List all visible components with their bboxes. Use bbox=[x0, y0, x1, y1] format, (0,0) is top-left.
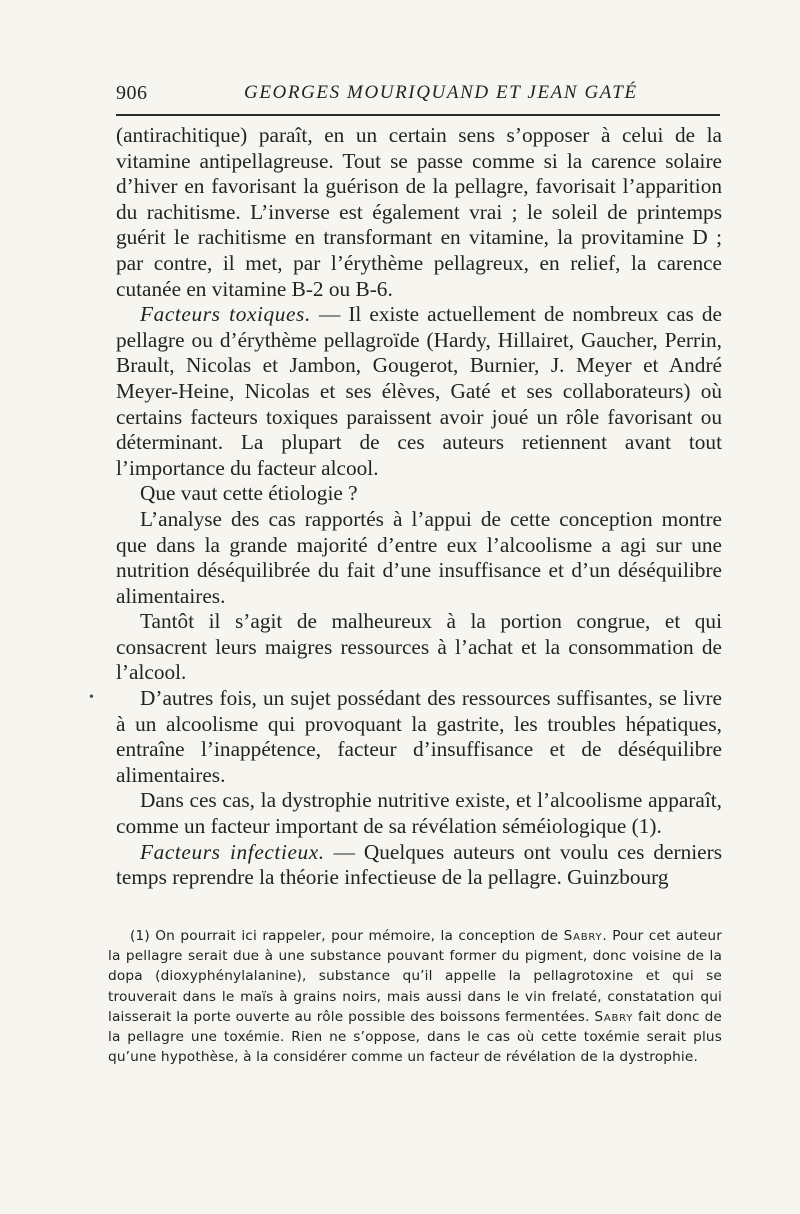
paragraph-dans-ces-cas bbox=[116, 788, 722, 839]
author-name: Sabry bbox=[563, 928, 603, 944]
footnote-text: (1) On pourrait ici rappeler, pour mémoire, la conception de bbox=[130, 928, 564, 944]
paragraph-tantot bbox=[116, 609, 722, 686]
footnote-text: fait donc de la pellagre une toxémie. Rien ne s’oppose, dans le cas où cette toxémie serait plus qu’une hypothèse, à la considérer comme un facteur de révélation de la dystrophie. bbox=[108, 1008, 722, 1066]
paragraph-text: — Quelques auteurs ont voulu ces derniers temps reprendre la théorie infectieuse de la pellagre. Guinzbourg bbox=[116, 839, 722, 890]
paragraph-text: Dans ces cas, la dystrophie nutritive existe, et l’alcoolisme apparaît, comme un facteur important de sa révélation séméiologique (1). bbox=[116, 788, 722, 839]
body-text bbox=[116, 123, 722, 891]
author-name: Sabry bbox=[594, 1008, 634, 1025]
footnotes bbox=[108, 926, 722, 1067]
paragraph-infectious-factors bbox=[116, 840, 722, 891]
paragraph-text: Que vaut cette étiologie ? bbox=[140, 481, 358, 506]
paragraph-text: Tantôt il s’agit de malheureux à la portion congrue, et qui consacrent leurs maigres ressources à l’achat et la consommation de l’alcool. bbox=[116, 609, 722, 685]
paragraph-analysis bbox=[116, 507, 722, 609]
section-heading-toxic-factors: Facteurs toxiques. bbox=[140, 302, 311, 327]
paragraph-autres-fois bbox=[116, 686, 722, 788]
footnote-1 bbox=[108, 926, 722, 1067]
section-heading-infectious-factors: Facteurs infectieux. bbox=[140, 839, 325, 864]
footnote-text: . Pour cet auteur la pellagre serait due à une substance pouvant former du pigment, donc voisine de la dopa (dioxyphénylalanine), substance qu’il appelle la pellagrotoxine et qui se trouverait dans le maïs à grains noirs, mais aussi dans le vin frelaté, constatation qui laisserait la porte ouverte au rôle possible des boissons fermentées. bbox=[108, 928, 722, 1025]
paragraph-continuation bbox=[116, 123, 722, 302]
running-head: GEORGES MOURIQUAND ET JEAN GATÉ bbox=[244, 82, 638, 103]
paragraph-text: L’analyse des cas rapportés à l’appui de cette conception montre que dans la grande majorité d’entre eux l’alcoolisme a agi sur une nutrition déséquilibrée du fait d’une insuffisance et d’un déséquilibre alimentaires. bbox=[116, 506, 722, 608]
paragraph-text: — Il existe actuellement de nombreux cas de pellagre ou d’érythème pellagroïde (Hardy, Hillairet, Gaucher, Perrin, Brault, Nicolas et Jambon, Gougerot, Burnier, J. Meyer et André Meyer-Heine, Nicolas et ses élèves, Gaté et ses collaborateurs) où certains facteurs toxiques paraissent avoir joué un rôle favorisant ou déterminant. La plupart de ces auteurs retiennent avant tout l’importance du facteur alcool. bbox=[116, 302, 722, 480]
paragraph-text: (antirachitique) paraît, en un certain sens s’opposer à celui de la vitamine antipellagreuse. Tout se passe comme si la carence solaire d’hiver en favorisant la guérison de la pellagre, favorisait l’apparition du rachitisme. L’inverse est également vrai ; le soleil de printemps guérit le rachitisme en transformant en vitamine, la provitamine D ; par contre, il met, par l’érythème pellagreux, en relief, la carence cutanée en vitamine B-2 ou B-6. bbox=[116, 123, 722, 301]
paragraph-toxic-factors bbox=[116, 302, 722, 481]
page-header bbox=[116, 80, 720, 116]
paragraph-text: D’autres fois, un sujet possédant des ressources suffisantes, se livre à un alcoolisme qui provoquant la gastrite, les troubles hépatiques, entraîne l’inappétence, facteur d’insuffisance et de déséquilibre alimentaires. bbox=[116, 686, 722, 787]
margin-mark: • bbox=[89, 690, 94, 705]
page-number: 906 bbox=[116, 82, 148, 104]
paragraph-question bbox=[116, 481, 722, 507]
